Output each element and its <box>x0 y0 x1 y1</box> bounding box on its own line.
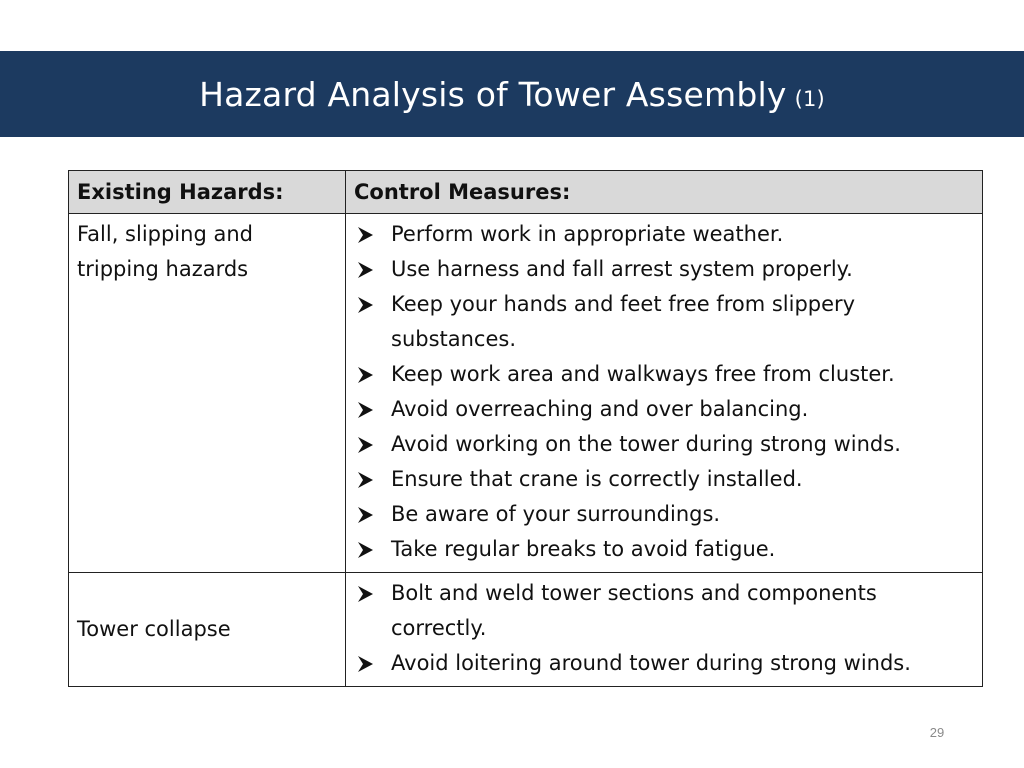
hazard-cell: Tower collapse <box>69 573 346 687</box>
measure-text: Keep work area and walkways free from cluster. <box>391 362 895 386</box>
measure-item <box>354 357 974 392</box>
measure-item <box>354 427 974 462</box>
measures-list <box>354 576 974 681</box>
measure-text: Be aware of your surroundings. <box>391 502 721 526</box>
measure-item <box>354 497 974 532</box>
title-bar <box>0 51 1024 137</box>
arrowhead-bullet-icon <box>356 357 376 392</box>
arrowhead-bullet-icon <box>356 217 376 252</box>
measure-item <box>354 462 974 497</box>
measure-text: Take regular breaks to avoid fatigue. <box>391 537 776 561</box>
measures-cell <box>346 573 983 687</box>
measure-text: Keep your hands and feet free from slippery substances. <box>391 292 856 351</box>
measure-item <box>354 576 974 646</box>
arrowhead-bullet-icon <box>356 392 376 427</box>
measure-text: Ensure that crane is correctly installed. <box>391 467 803 491</box>
slide-title-text: Hazard Analysis of Tower Assembly <box>199 74 787 114</box>
arrowhead-bullet-icon <box>356 462 376 497</box>
hazard-table <box>68 170 983 687</box>
arrowhead-bullet-icon <box>356 497 376 532</box>
slide-title-suffix: (1) <box>794 86 825 111</box>
arrowhead-bullet-icon <box>356 287 376 322</box>
page-number: 29 <box>929 725 945 740</box>
measure-item <box>354 532 974 567</box>
measure-item <box>354 217 974 252</box>
table-header-row <box>69 171 983 214</box>
arrowhead-bullet-icon <box>356 252 376 287</box>
measures-cell <box>346 214 983 573</box>
table-row <box>69 214 983 573</box>
measure-item <box>354 646 974 681</box>
slide-title <box>199 75 825 114</box>
hazard-cell: Fall, slipping and tripping hazards <box>69 214 346 573</box>
measure-text: Use harness and fall arrest system properly. <box>391 257 853 281</box>
measure-text: Avoid loitering around tower during strong winds. <box>391 651 911 675</box>
measure-text: Perform work in appropriate weather. <box>391 222 784 246</box>
measure-item <box>354 252 974 287</box>
measure-text: Bolt and weld tower sections and components correctly. <box>391 581 877 640</box>
measure-text: Avoid working on the tower during strong winds. <box>391 432 901 456</box>
arrowhead-bullet-icon <box>356 646 376 681</box>
header-existing-hazards: Existing Hazards: <box>69 171 346 214</box>
arrowhead-bullet-icon <box>356 427 376 462</box>
header-control-measures: Control Measures: <box>346 171 983 214</box>
table-row <box>69 573 983 687</box>
arrowhead-bullet-icon <box>356 576 376 611</box>
measure-item <box>354 287 974 357</box>
arrowhead-bullet-icon <box>356 532 376 567</box>
measure-item <box>354 392 974 427</box>
measure-text: Avoid overreaching and over balancing. <box>391 397 809 421</box>
measures-list <box>354 217 974 567</box>
